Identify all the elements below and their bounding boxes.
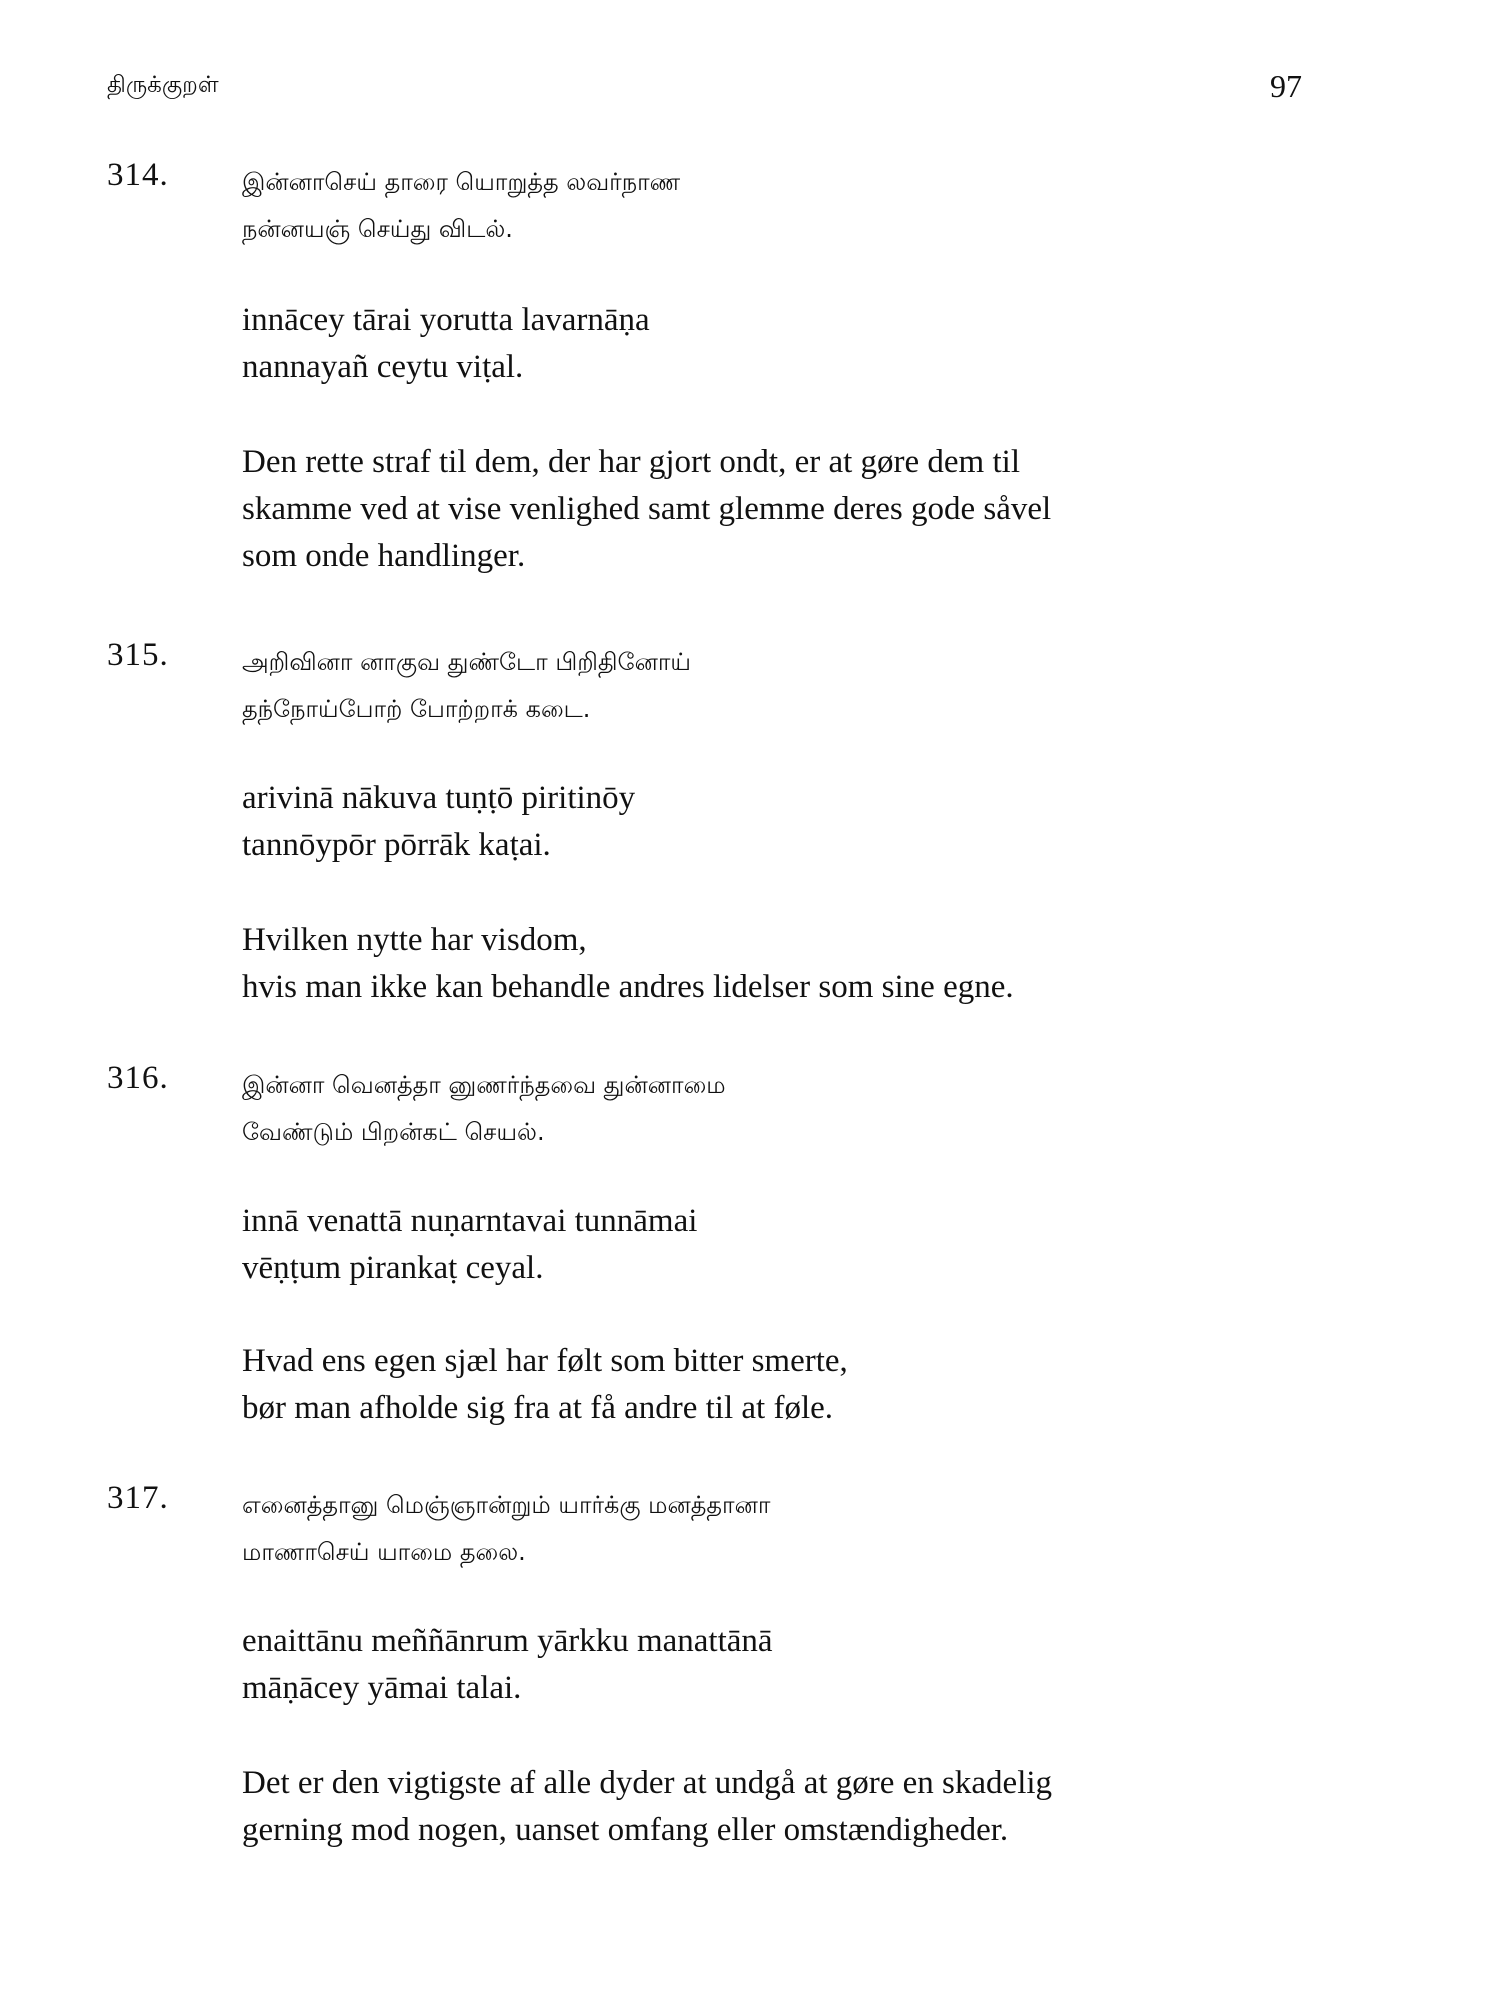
- translation-line: bør man afholde sig fra at få andre til at føle.: [242, 1390, 834, 1426]
- transliteration-line: innācey tārai yoruttа lavarnāṇa: [242, 302, 650, 338]
- transliteration: [242, 775, 635, 869]
- tamil-line: இன்னா வெனத்தா னுணர்ந்தவை துன்னாமை: [242, 1071, 726, 1099]
- tamil-couplet: [242, 639, 691, 733]
- verse-number: 315.: [107, 637, 169, 673]
- tamil-line: வேண்டும் பிறன்கட் செயல்.: [242, 1118, 545, 1146]
- translation-line: hvis man ikke kan behandle andres lidelser som sine egne.: [242, 969, 1014, 1005]
- translation-line: Hvilken nytte har visdom,: [242, 922, 587, 958]
- translation-line: skamme ved at vise venlighed samt glemme deres gode såvel: [242, 491, 1052, 527]
- transliteration-line: māṇācey yāmai talai.: [242, 1670, 522, 1706]
- verse-number: 314.: [107, 157, 169, 193]
- tamil-line: மாணாசெய் யாமை தலை.: [242, 1538, 526, 1566]
- tamil-couplet: [242, 1062, 726, 1156]
- translation-line: Hvad ens egen sjæl har følt som bitter smerte,: [242, 1343, 848, 1379]
- verse-number: 316.: [107, 1060, 169, 1096]
- transliteration-line: enaittānu meññānrum yārkku manattānā: [242, 1623, 773, 1659]
- transliteration-line: innā venattā nuṇarntavai tunnāmai: [242, 1203, 698, 1239]
- translation-line: gerning mod nogen, uanset omfang eller omstændigheder.: [242, 1812, 1009, 1848]
- danish-translation: [242, 1760, 1302, 1854]
- transliteration-line: tannōypōr pōrrāk kaṭai.: [242, 827, 551, 863]
- danish-translation: [242, 1338, 1302, 1432]
- transliteration: [242, 1618, 773, 1712]
- verse-number: 317.: [107, 1480, 169, 1516]
- transliteration-line: nannayañ ceytu viṭal.: [242, 349, 524, 385]
- transliteration-line: vēṇṭum pirankaṭ ceyal.: [242, 1250, 544, 1286]
- transliteration: [242, 297, 650, 391]
- tamil-line: நன்னயஞ் செய்து விடல்.: [242, 215, 513, 243]
- danish-translation: [242, 439, 1302, 580]
- transliteration-line: arivinā nākuva tuṇṭō piritinōy: [242, 780, 636, 816]
- tamil-couplet: [242, 159, 680, 253]
- tamil-line: அறிவினா னாகுவ துண்டோ பிறிதினோய்: [242, 648, 691, 676]
- tamil-line: எனைத்தானு மெஞ்ஞான்றும் யார்க்கு மனத்தானா: [242, 1491, 771, 1519]
- running-title: திருக்குறள்: [107, 72, 219, 98]
- danish-translation: [242, 917, 1302, 1011]
- page-number: 97: [1270, 68, 1302, 104]
- tamil-line: தந்நோய்போற் போற்றாக் கடை.: [242, 695, 591, 723]
- translation-line: som onde handlinger.: [242, 538, 526, 574]
- translation-line: Det er den vigtigste af alle dyder at undgå at gøre en skadelig: [242, 1765, 1053, 1801]
- tamil-line: இன்னாசெய் தாரை யொறுத்த லவர்நாண: [242, 168, 681, 196]
- tamil-couplet: [242, 1482, 770, 1576]
- translation-line: Den rette straf til dem, der har gjort ondt, er at gøre dem til: [242, 444, 1020, 480]
- transliteration: [242, 1198, 697, 1292]
